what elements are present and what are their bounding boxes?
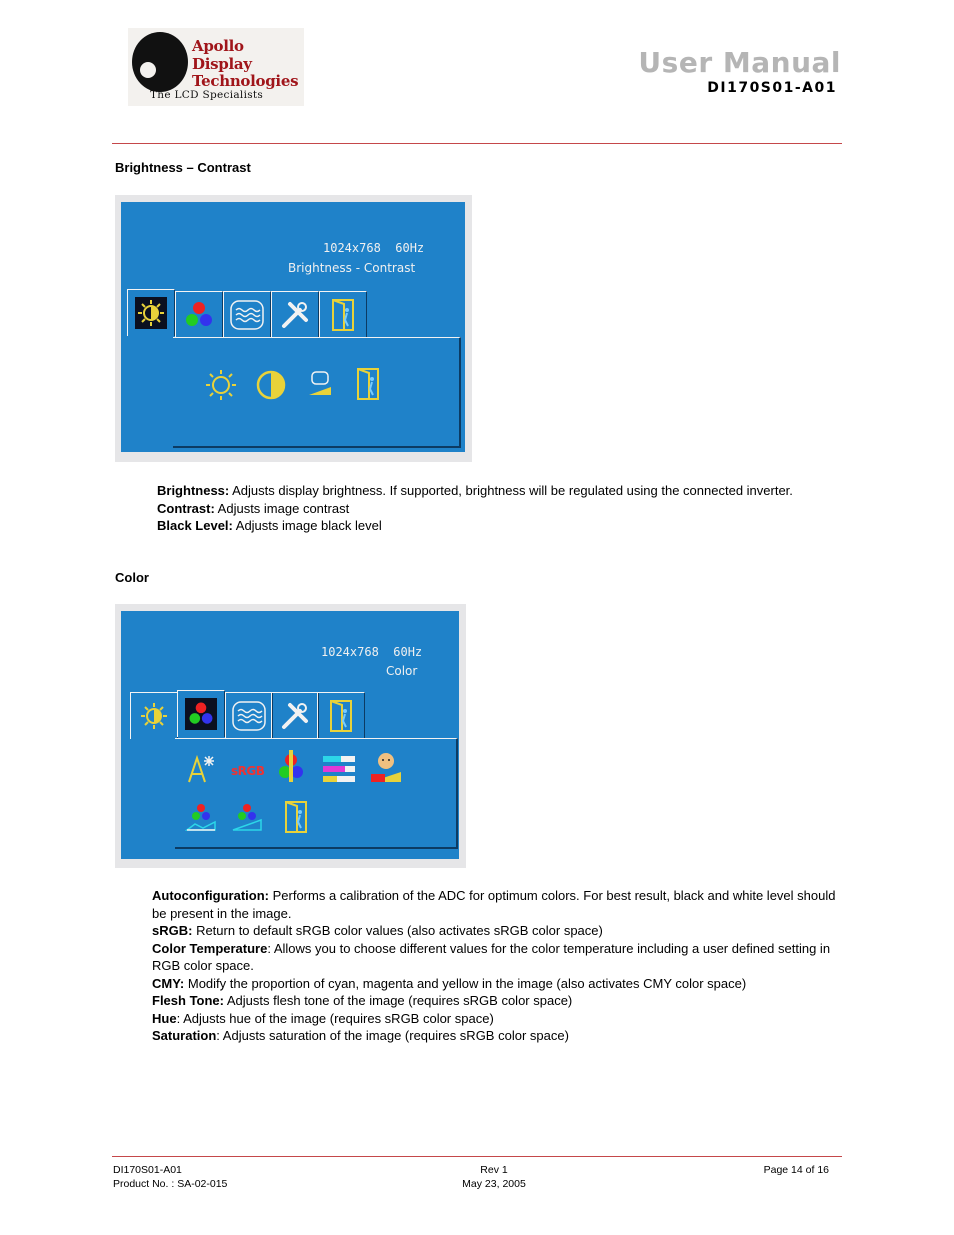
srgb-icon-text: sRGB bbox=[231, 764, 265, 778]
company-logo bbox=[128, 28, 304, 106]
osd-screenshot-color bbox=[115, 604, 466, 868]
desc-text: Adjusts image black level bbox=[232, 518, 382, 533]
term-brightness: Brightness: bbox=[157, 483, 230, 498]
footer-center bbox=[438, 1163, 550, 1191]
desc-text: : Adjusts saturation of the image (requires sRGB color space) bbox=[216, 1028, 569, 1043]
osd-tab-tools bbox=[271, 692, 319, 739]
term-autoconfiguration: Autoconfiguration: bbox=[152, 888, 269, 903]
footer-date: May 23, 2005 bbox=[462, 1178, 526, 1190]
desc-brightness bbox=[157, 482, 847, 500]
term-srgb: sRGB: bbox=[152, 923, 193, 938]
logo-line-3: Technologies bbox=[192, 72, 299, 90]
rgb-dots-icon bbox=[186, 699, 216, 729]
osd-tab-tools bbox=[271, 291, 319, 338]
osd-tab-brightness bbox=[127, 289, 175, 336]
tools-icon bbox=[280, 300, 310, 330]
desc-text: : Allows you to choose different values for the color temperature including a user defined setting in RGB color space. bbox=[152, 940, 831, 973]
osd-menu-title: Color bbox=[386, 664, 418, 678]
desc-text: Performs a calibration of the ADC for optimum colors. For best result, black and white level should be present in the image. bbox=[152, 888, 836, 921]
osd-tab-exit bbox=[317, 692, 365, 739]
sun-icon bbox=[140, 702, 168, 730]
osd-tab-exit bbox=[319, 291, 367, 338]
footer-product-no: Product No. : SA-02-015 bbox=[113, 1178, 228, 1190]
color-descriptions bbox=[152, 887, 842, 1045]
osd-refresh-value: 60Hz bbox=[393, 645, 423, 659]
wave-icon bbox=[230, 300, 264, 330]
footer-doc-id: DI170S01-A01 bbox=[113, 1164, 182, 1176]
cmy-bars-icon bbox=[321, 754, 357, 784]
term-hue: Hue bbox=[152, 1010, 177, 1026]
osd-tab-image bbox=[223, 291, 271, 338]
desc-contrast bbox=[157, 500, 847, 518]
osd-resolution bbox=[321, 645, 422, 659]
osd-resolution-value: 1024x768 bbox=[321, 645, 379, 659]
desc-text: Adjusts flesh tone of the image (requires sRGB color space) bbox=[223, 993, 573, 1008]
osd-tab-color bbox=[177, 690, 225, 737]
section-heading-brightness-contrast: Brightness – Contrast bbox=[115, 160, 251, 175]
brightness-sun-icon bbox=[205, 369, 237, 401]
exit-door-icon bbox=[330, 298, 356, 332]
black-level-icon bbox=[305, 369, 335, 399]
term-saturation: Saturation bbox=[152, 1028, 217, 1043]
autoconfig-icon bbox=[185, 754, 215, 784]
desc-text: Adjusts image contrast bbox=[214, 500, 350, 516]
footer-revision: Rev 1 bbox=[480, 1164, 508, 1176]
exit-door-icon bbox=[355, 367, 381, 401]
logo-line-2: Display bbox=[192, 55, 252, 73]
header-divider bbox=[112, 143, 842, 144]
term-black-level: Black Level: bbox=[157, 518, 233, 533]
term-contrast: Contrast: bbox=[157, 500, 215, 516]
sun-icon bbox=[137, 299, 165, 327]
document-title: User Manual bbox=[638, 46, 841, 79]
footer-page-number: Page 14 of 16 bbox=[763, 1164, 829, 1176]
osd-tab-color bbox=[175, 291, 223, 338]
saturation-icon bbox=[231, 802, 263, 832]
logo-line-1: Apollo bbox=[192, 37, 244, 55]
wave-icon bbox=[232, 701, 266, 731]
desc-cmy bbox=[152, 975, 842, 993]
rgb-dots-icon bbox=[182, 298, 216, 332]
section-heading-color: Color bbox=[115, 570, 149, 585]
desc-saturation bbox=[152, 1027, 842, 1045]
exit-door-icon bbox=[283, 800, 309, 834]
desc-text: Return to default sRGB color values (also activates sRGB color space) bbox=[192, 923, 603, 938]
osd-resolution bbox=[323, 241, 424, 255]
footer-divider bbox=[112, 1156, 842, 1157]
brightness-contrast-descriptions bbox=[157, 482, 847, 535]
footer-left bbox=[113, 1163, 227, 1191]
osd-menu-title: Brightness - Contrast bbox=[288, 261, 416, 275]
desc-black-level bbox=[157, 517, 847, 535]
osd-resolution-value: 1024x768 bbox=[323, 241, 381, 255]
desc-hue bbox=[152, 1010, 842, 1028]
srgb-icon bbox=[231, 764, 264, 778]
desc-color-temperature bbox=[152, 940, 842, 975]
osd-tab-image bbox=[225, 692, 273, 739]
flesh-tone-face-icon bbox=[369, 750, 403, 784]
logo-circle-mark bbox=[132, 32, 188, 92]
color-temperature-icon bbox=[275, 750, 307, 784]
logo-tagline: The LCD Specialists bbox=[150, 89, 264, 101]
contrast-half-circle-icon bbox=[255, 369, 287, 401]
term-cmy: CMY: bbox=[152, 975, 185, 991]
footer-right bbox=[764, 1163, 829, 1177]
desc-text: Adjusts display brightness. If supported, brightness will be regulated using the connected inverter. bbox=[229, 483, 793, 498]
hue-icon bbox=[185, 802, 217, 832]
osd-submenu-panel bbox=[175, 738, 458, 849]
tools-icon bbox=[280, 701, 310, 731]
osd-refresh-value: 60Hz bbox=[395, 241, 425, 255]
term-color-temperature: Color Temperature bbox=[152, 940, 268, 956]
desc-flesh-tone bbox=[152, 992, 842, 1010]
osd-tab-brightness bbox=[130, 692, 178, 739]
term-flesh-tone: Flesh Tone: bbox=[152, 993, 224, 1008]
desc-autoconfiguration bbox=[152, 887, 842, 922]
desc-text: : Adjusts hue of the image (requires sRGB color space) bbox=[176, 1010, 494, 1026]
desc-srgb bbox=[152, 922, 842, 940]
model-number: DI170S01-A01 bbox=[707, 80, 837, 96]
osd-screenshot-brightness-contrast bbox=[115, 195, 472, 462]
desc-text: Modify the proportion of cyan, magenta and yellow in the image (also activates CMY color space) bbox=[184, 975, 747, 991]
logo-dot-mark bbox=[140, 62, 156, 78]
exit-door-icon bbox=[328, 699, 354, 733]
